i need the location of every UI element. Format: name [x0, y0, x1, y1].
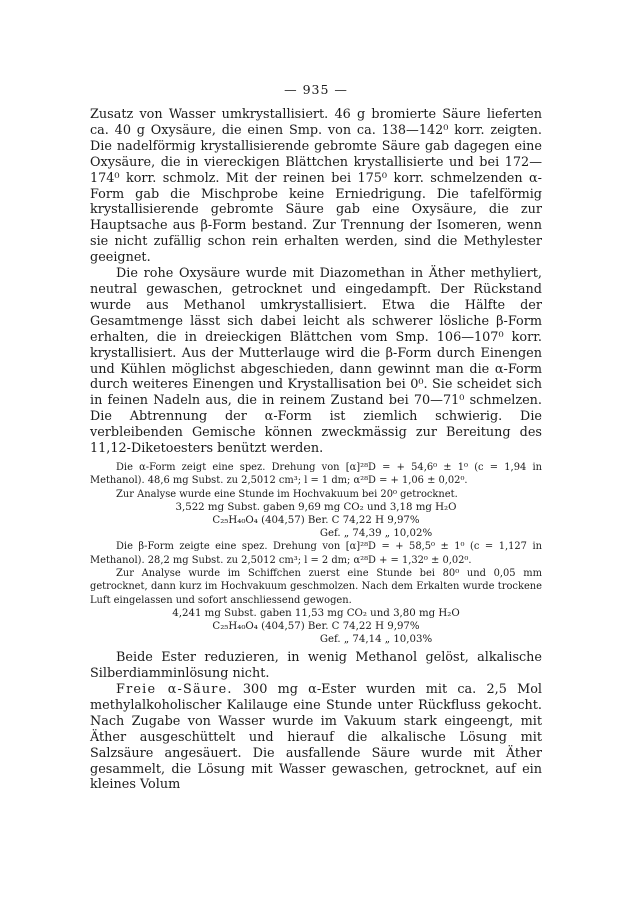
paragraph: Zusatz von Wasser umkrystallisiert. 46 g bromierte Säure lieferten ca. 40 g Oxysäure, die einen Smp. von ca. 138—142⁰ korr. zeigten. Die nadelförmig krystallisierende gebromte Säure gab dagegen eine Oxysäure, die in viereckigen Blättchen krystallisierte und bei 172—174⁰ korr. schmolz. Mit der reinen bei 175⁰ korr. schmelzenden α-Form gab die Mischprobe keine Erniedrigung. Die tafelförmig krystallisierende gebromte Säure gab eine Oxysäure, die zur Hauptsache aus β-Form bestand. Zur Trennung der Isomeren, wenn sie nicht zufällig schon rein erhalten werden, sind die Methylester geeignet. [90, 107, 542, 266]
analysis-line: Gef. „ 74,39 „ 10,02% [319, 528, 433, 540]
rotation-note-beta: Die β-Form zeigte eine spez. Drehung von [α]²⁸D = + 58,5⁰ ± 1⁰ (c = 1,127 in Methanol). 28,2 mg Subst. zu 2,5012 cm³; l = 2 dm; α²⁸D + = 1,32⁰ ± 0,02⁰. [90, 541, 542, 566]
paragraph [90, 682, 542, 793]
analysis-line: C₂₅H₄₀O₄ (404,57) Ber. C 74,22 H 9,97% [212, 621, 420, 633]
paragraph-text: 300 mg α-Ester wurden mit ca. 2,5 Mol methylalkoholischer Kalilauge eine Stunde unter Rückfluss gekocht. Nach Zugabe von Wasser wurde im Vakuum stark eingeengt, mit Äther ausgeschüttelt und hierauf die alkalische Lösung mit Salzsäure angesäuert. Die ausfallende Säure wurde mit Äther gesammelt, die Lösung mit Wasser gewaschen, getrocknet, auf ein kleines Volum [90, 682, 542, 793]
analysis-line: 3,522 mg Subst. gaben 9,69 mg CO₂ und 3,18 mg H₂O [175, 502, 457, 514]
section-heading: Freie α-Säure. [116, 682, 233, 697]
page-number: — 935 — [284, 82, 348, 97]
drying-note: Zur Analyse wurde im Schiffchen zuerst eine Stunde bei 80⁰ und 0,05 mm getrocknet, dann kurz im Hochvakuum geschmolzen. Nach dem Erkalten wurde trockene Luft eingelassen und sofort anschliessend gewogen. [90, 567, 542, 606]
body-text [90, 107, 542, 457]
body-text [90, 650, 542, 793]
document-page [90, 82, 542, 793]
paragraph: Beide Ester reduzieren, in wenig Methanol gelöst, alkalische Silberdiamminlösung nicht. [90, 650, 542, 682]
analysis-line: C₂₅H₄₀O₄ (404,57) Ber. C 74,22 H 9,97% [212, 515, 420, 527]
analysis-line: 4,241 mg Subst. gaben 11,53 mg CO₂ und 3,80 mg H₂O [172, 608, 460, 620]
rotation-note-alpha: Die α-Form zeigt eine spez. Drehung von [α]²⁸D = + 54,6⁰ ± 1⁰ (c = 1,94 in Methanol). 48,6 mg Subst. zu 2,5012 cm³; l = 1 dm; α²⁸D = + 1,06 ± 0,02⁰. [90, 461, 542, 487]
drying-note: Zur Analyse wurde eine Stunde im Hochvakuum bei 20⁰ getrocknet. [116, 488, 458, 500]
paragraph: Die rohe Oxysäure wurde mit Diazomethan in Äther methyliert, neutral gewaschen, getrocknet und eingedampft. Der Rückstand wurde aus Methanol umkrystallisiert. Etwa die Hälfte der Gesamtmenge lässt sich dabei leicht als schwerer lösliche β-Form erhalten, die in dreieckigen Blättchen vom Smp. 106—107⁰ korr. krystallisiert. Aus der Mutterlauge wird die β-Form durch Einengen und Kühlen möglichst abgeschieden, dann gewinnt man die α-Form durch weiteres Einengen und Krystallisation bei 0⁰. Sie scheidet sich in feinen Nadeln aus, die in reinem Zustand bei 70—71⁰ schmelzen. Die Abtrennung der α-Form ist ziemlich schwierig. Die verbleibenden Gemische können zweckmässig zur Bereitung des 11,12-Diketoesters benützt werden. [90, 266, 542, 457]
analysis-line: Gef. „ 74,14 „ 10,03% [319, 634, 433, 646]
experimental-notes [90, 461, 542, 646]
